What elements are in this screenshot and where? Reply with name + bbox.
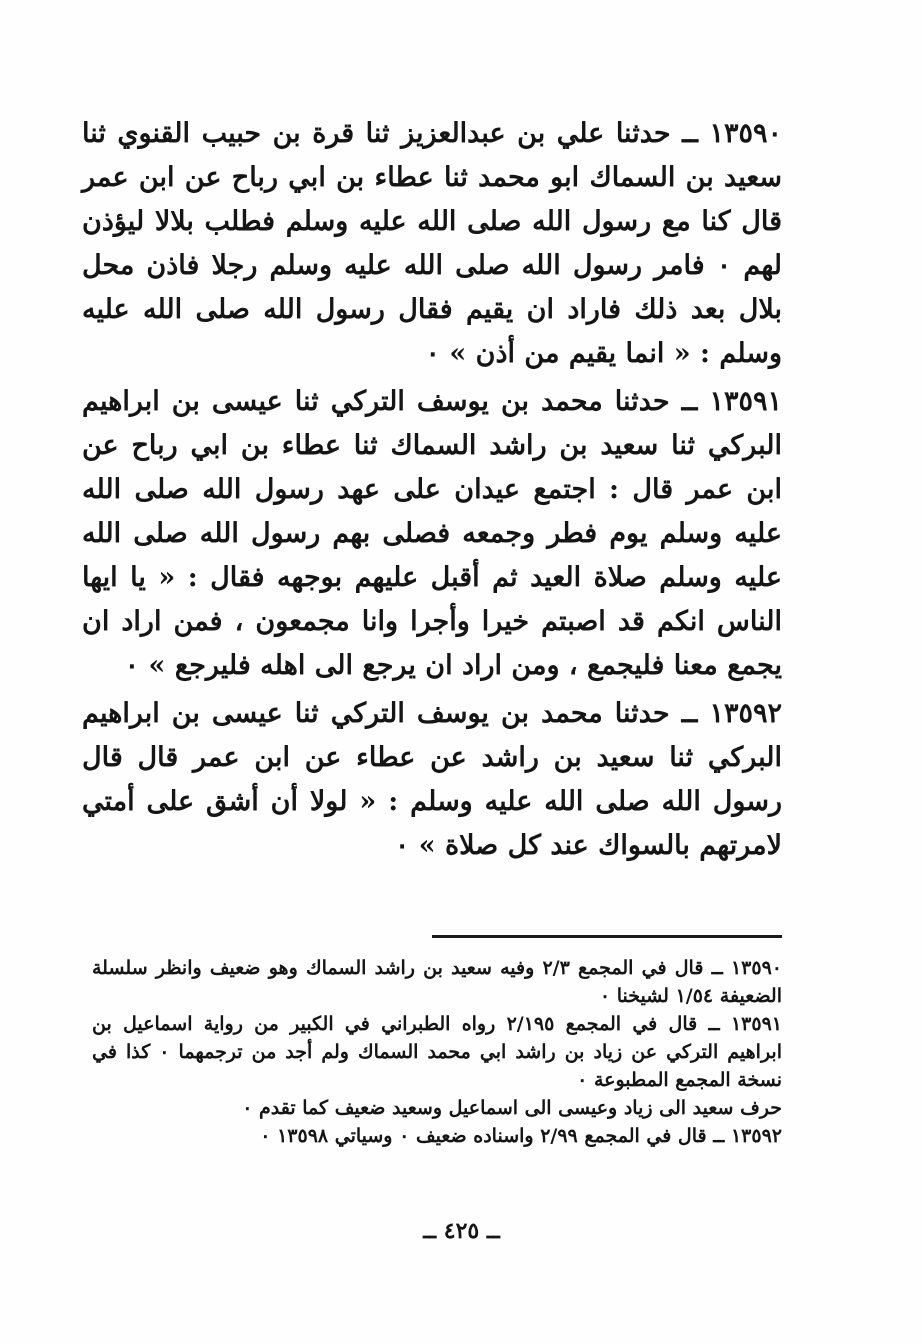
hadith-13592: [82, 692, 782, 868]
hadith-number: ١٣٥٩٠: [709, 118, 783, 149]
hadith-number: ١٣٥٩١: [709, 386, 782, 417]
hadith-body: [82, 112, 782, 868]
hadith-text: حدثنا علي بن عبدالعزيز ثنا قرة بن حبيب القنوي ثنا سعيد بن السماك ابو محمد ثنا عطاء بن ابي رباح عن ابن عمر قال كنا مع رسول الله صلى الله عليه وسلم فطلب بلالا ليؤذن لهم ٠ فامر رسول الله صلى الله عليه وسلم رجلا فاذن محل بلال بعد ذلك فاراد ان يقيم فقال رسول الله صلى الله عليه وسلم : « انما يقيم من أذن » ٠: [82, 118, 783, 369]
footnote-13590: ١٣٥٩٠ ــ قال في المجمع ٢/٣ وفيه سعيد بن راشد السماك وهو ضعيف وانظر سلسلة الضعيفة ١/٥٤ لشيخنا ٠: [92, 957, 782, 1007]
hadith-text: حدثنا محمد بن يوسف التركي ثنا عيسى بن ابراهيم البركي ثنا سعيد بن راشد السماك ثنا عطاء بن ابي رباح عن ابن عمر قال : اجتمع عيدان على عهد رسول الله صلى الله عليه وسلم يوم فطر وجمعه فصلى بهم رسول الله صلى الله عليه وسلم صلاة العيد ثم أقبل عليهم بوجهه فقال : « يا ايها الناس انكم قد اصبتم خيرا وأجرا وانا مجمعون ، فمن اراد ان يجمع معنا فليجمع ، ومن اراد ان يرجع الى اهله فليرجع » ٠: [82, 386, 782, 681]
footnotes: [92, 954, 782, 1150]
hadith-dash: ــ: [681, 698, 698, 729]
hadith-number: ١٣٥٩٢: [709, 698, 782, 729]
hadith-text: حدثنا محمد بن يوسف التركي ثنا عيسى بن ابراهيم البركي ثنا سعيد بن راشد عن عطاء عن ابن عمر قال قال رسول الله صلى الله عليه وسلم : « لولا أن أشق على أمتي لامرتهم بالسواك عند كل صلاة » ٠: [82, 698, 782, 861]
hadith-dash: ــ: [682, 118, 698, 149]
footnote-13592: ١٣٥٩٢ ــ قال في المجمع ٢/٩٩ واسناده ضعيف ٠ وسياتي ١٣٥٩٨ ٠: [260, 1125, 782, 1147]
hadith-13591: [82, 380, 782, 688]
footnote-13591-continued: حرف سعيد الى زياد وعيسى الى اسماعيل وسعيد ضعيف كما تقدم ٠: [242, 1097, 782, 1119]
footnote-13591: ١٣٥٩١ ــ قال في المجمع ٢/١٩٥ رواه الطبراني في الكبير من رواية اسماعيل بن ابراهيم التركي عن زياد بن راشد ابي محمد السماك ولم أجد من ترجمهما ٠ كذا في نسخة المجمع المطبوعة ٠: [92, 1013, 783, 1091]
hadith-dash: ــ: [681, 386, 698, 417]
footnote-separator: [432, 935, 782, 938]
page-number: ــ ٤٢٥ ــ: [423, 1218, 500, 1244]
hadith-13590: [82, 112, 782, 376]
